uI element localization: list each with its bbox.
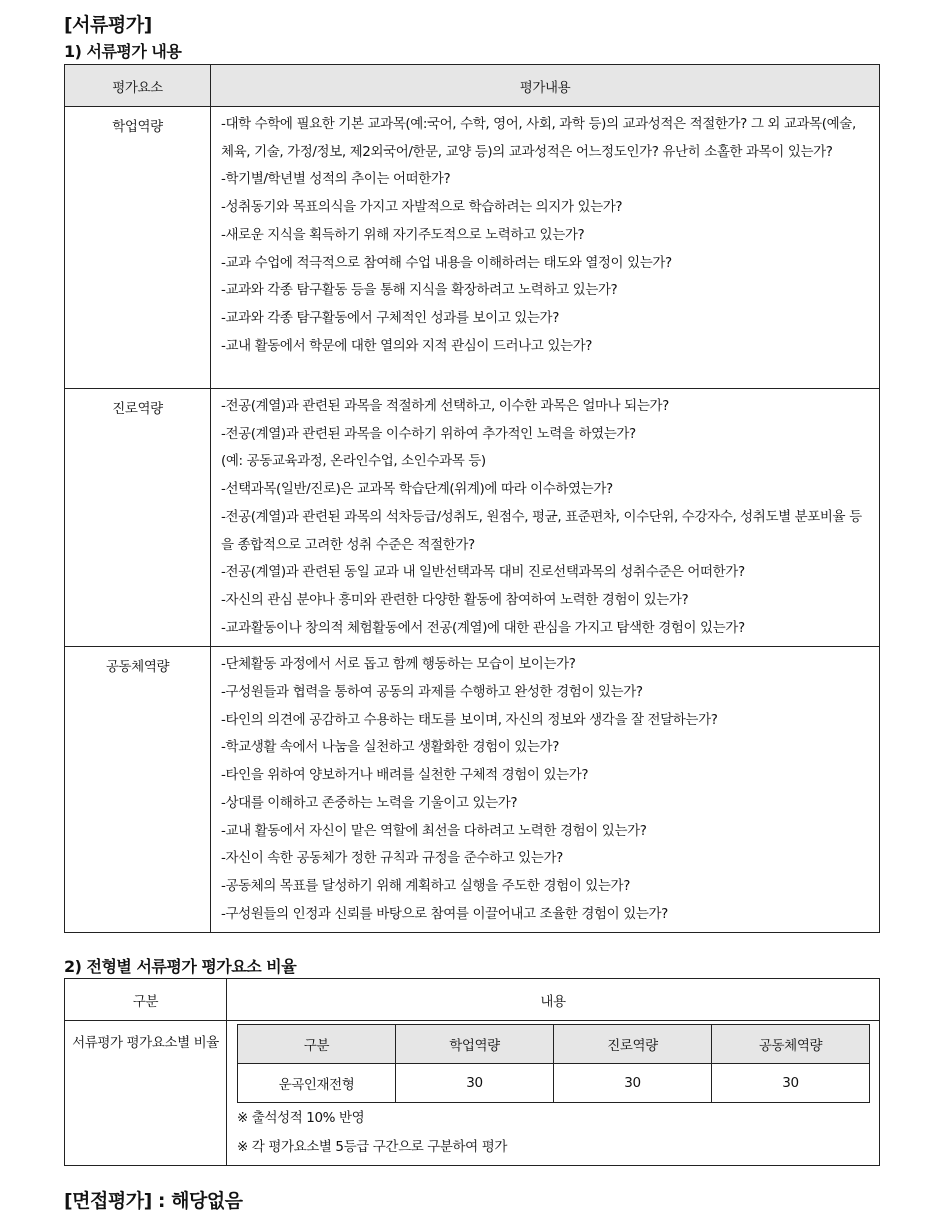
list-item: -구성원들과 협력을 통하여 공동의 과제를 수행하고 완성한 경험이 있는가? xyxy=(221,684,643,701)
list-item: -공동체의 목표를 달성하기 위해 계획하고 실행을 주도한 경험이 있는가? xyxy=(221,877,630,894)
content-cell xyxy=(227,1021,880,1166)
list-item: -상대를 이해하고 존중하는 노력을 기울이고 있는가? xyxy=(221,794,518,811)
list-item: -타인의 의견에 공감하고 수용하는 태도를 보이며, 자신의 정보와 생각을 잘 전달하는가? xyxy=(221,711,718,728)
items-cell xyxy=(211,647,880,933)
page-title: [서류평가] xyxy=(64,14,152,36)
evaluation-content-table xyxy=(64,64,880,933)
note: ※ 출석성적 10% 반영 xyxy=(237,1110,365,1126)
category-cell: 진로역량 xyxy=(65,389,211,647)
inner-header: 학업역량 xyxy=(396,1025,554,1064)
list-item: -대학 수학에 필요한 기본 교과목(예:국어, 수학, 영어, 사회, 과학 등)의 교과성적은 적절한가? 그 외 교과목(예술, 체육, 기술, 가정/정보, 제2외국어/한문, 교양 등)의 교과성적은 어느정도인가? 유난히 소홀한 과목이 있는가? xyxy=(221,116,856,160)
list-item: -성취동기와 목표의식을 가지고 자발적으로 학습하려는 의지가 있는가? xyxy=(221,199,623,216)
inner-cell: 30 xyxy=(712,1064,870,1103)
list-item: -교과와 각종 탐구활동 등을 통해 지식을 확장하려고 노력하고 있는가? xyxy=(221,282,618,299)
list-item: (예: 공동교육과정, 온라인수업, 소인수과목 등) xyxy=(221,453,486,470)
table-row xyxy=(65,647,880,933)
inner-cell: 운곡인재전형 xyxy=(238,1064,396,1103)
note: ※ 각 평가요소별 5등급 구간으로 구분하여 평가 xyxy=(237,1139,507,1155)
inner-header: 공동체역량 xyxy=(712,1025,870,1064)
list-item: -전공(계열)과 관련된 동일 교과 내 일반선택과목 대비 진로선택과목의 성취수준은 어떠한가? xyxy=(221,564,745,581)
inner-header: 구분 xyxy=(238,1025,396,1064)
header-element: 평가요소 xyxy=(65,65,211,107)
ratio-inner-table xyxy=(237,1024,870,1103)
inner-cell: 30 xyxy=(554,1064,712,1103)
interview-heading: [면접평가] : 해당없음 xyxy=(64,1190,243,1212)
table-row xyxy=(65,1021,880,1166)
items-cell xyxy=(211,107,880,389)
category-cell: 학업역량 xyxy=(65,107,211,389)
list-item: -전공(계열)과 관련된 과목의 석차등급/성취도, 원점수, 평균, 표준편차, 이수단위, 수강자수, 성취도별 분포비율 등을 종합적으로 고려한 성취 수준은 적절한가? xyxy=(221,508,862,553)
section2-heading: 2) 전형별 서류평가 평가요소 비율 xyxy=(64,957,297,976)
header-category: 구분 xyxy=(65,979,227,1021)
items-cell xyxy=(211,389,880,647)
list-item: -자신이 속한 공동체가 정한 규칙과 규정을 준수하고 있는가? xyxy=(221,850,563,867)
table-header-row xyxy=(65,979,880,1021)
list-item: -교과 수업에 적극적으로 참여해 수업 내용을 이해하려는 태도와 열정이 있는가? xyxy=(221,254,672,271)
list-item: -구성원들의 인정과 신뢰를 바탕으로 참여를 이끌어내고 조율한 경험이 있는가? xyxy=(221,905,668,922)
list-item: -선택과목(일반/진로)은 교과목 학습단계(위계)에 따라 이수하였는가? xyxy=(221,481,613,498)
list-item: -교내 활동에서 학문에 대한 열의와 지적 관심이 드러나고 있는가? xyxy=(221,337,593,354)
list-item: -자신의 관심 분야나 흥미와 관련한 다양한 활동에 참여하여 노력한 경험이 있는가? xyxy=(221,591,689,608)
list-item: -학기별/학년별 성적의 추이는 어떠한가? xyxy=(221,171,451,188)
list-item: -타인을 위하여 양보하거나 배려를 실천한 구체적 경험이 있는가? xyxy=(221,767,589,784)
table-row xyxy=(65,389,880,647)
list-item: -전공(계열)과 관련된 과목을 이수하기 위하여 추가적인 노력을 하였는가? xyxy=(221,425,636,442)
category-cell: 공동체역량 xyxy=(65,647,211,933)
list-item: -새로운 지식을 획득하기 위해 자기주도적으로 노력하고 있는가? xyxy=(221,226,585,243)
table-header-row xyxy=(65,65,880,107)
header-content: 내용 xyxy=(227,979,880,1021)
list-item: -학교생활 속에서 나눔을 실천하고 생활화한 경험이 있는가? xyxy=(221,739,559,756)
list-item: -단체활동 과정에서 서로 돕고 함께 행동하는 모습이 보이는가? xyxy=(221,656,576,673)
inner-header: 진로역량 xyxy=(554,1025,712,1064)
table-row xyxy=(65,107,880,389)
section1-heading: 1) 서류평가 내용 xyxy=(64,42,182,61)
list-item: -교내 활동에서 자신이 맡은 역할에 최선을 다하려고 노력한 경험이 있는가? xyxy=(221,822,647,839)
inner-header-row xyxy=(238,1025,870,1064)
row-label: 서류평가 평가요소별 비율 xyxy=(65,1021,227,1166)
list-item: -전공(계열)과 관련된 과목을 적절하게 선택하고, 이수한 과목은 얼마나 되는가? xyxy=(221,398,669,414)
ratio-table xyxy=(64,978,880,1166)
list-item: -교과활동이나 창의적 체험활동에서 전공(계열)에 대한 관심을 가지고 탐색한 경험이 있는가? xyxy=(221,619,745,636)
inner-cell: 30 xyxy=(396,1064,554,1103)
inner-row xyxy=(238,1064,870,1103)
list-item: -교과와 각종 탐구활동에서 구체적인 성과를 보이고 있는가? xyxy=(221,309,559,326)
header-content: 평가내용 xyxy=(211,65,880,107)
